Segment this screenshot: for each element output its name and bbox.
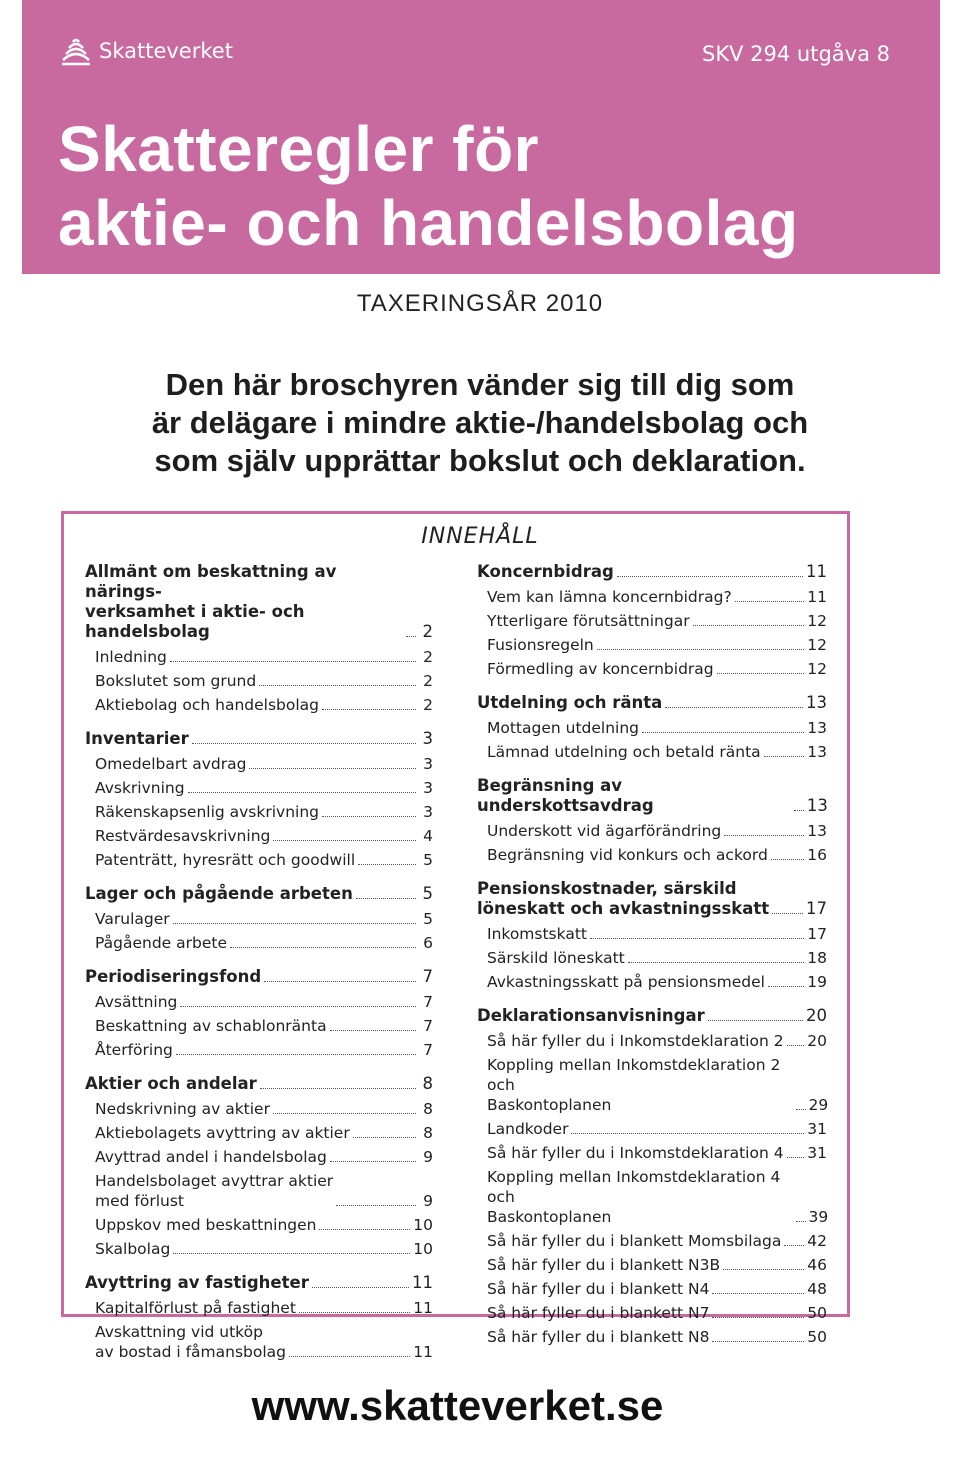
title-line-2: aktie- och handelsbolag <box>58 187 799 259</box>
toc-entry-label: Begränsning vid konkurs och ackord <box>487 846 768 864</box>
toc-page-number: 13 <box>806 796 828 815</box>
toc-section <box>477 562 827 679</box>
toc-dot-leader <box>170 661 416 662</box>
toc-dot-leader <box>597 649 805 650</box>
toc-entry[interactable] <box>85 992 433 1012</box>
toc-section <box>477 879 827 992</box>
toc-entry[interactable] <box>85 1298 433 1318</box>
toc-entry-label: Avskrivning <box>95 779 185 797</box>
toc-page-number: 8 <box>422 1074 433 1093</box>
toc-page-number: 8 <box>423 1100 433 1118</box>
page-title <box>58 112 799 260</box>
toc-dot-leader <box>735 601 805 602</box>
toc-entry-label: Avyttring av fastigheter <box>85 1273 309 1292</box>
title-line-1: Skatteregler för <box>58 113 540 185</box>
toc-dot-leader <box>768 986 804 987</box>
toc-entry[interactable] <box>477 742 827 762</box>
toc-entry[interactable] <box>477 1143 827 1163</box>
toc-entry-label: Koppling mellan Inkomstdeklaration 4 och Baskontoplanen <box>487 1168 781 1226</box>
toc-entry-label: Underskott vid ägarförändring <box>487 822 722 840</box>
toc-section <box>85 729 433 870</box>
toc-entry-label: Så här fyller du i Inkomstdeklaration 4 <box>487 1144 784 1162</box>
toc-page-number: 6 <box>423 934 433 952</box>
toc-page-number: 7 <box>423 993 433 1011</box>
toc-page-number: 20 <box>807 1032 827 1050</box>
toc-entry[interactable] <box>477 948 827 968</box>
toc-page-number: 29 <box>808 1096 829 1114</box>
toc-entry[interactable] <box>85 1239 433 1259</box>
toc-entry-label: Patenträtt, hyresrätt och goodwill <box>95 851 356 869</box>
toc-entry-label: Omedelbart avdrag <box>95 755 247 773</box>
toc-dot-leader <box>273 840 416 841</box>
toc-dot-leader <box>322 816 416 817</box>
toc-entry-label: Så här fyller du i blankett N7 <box>487 1304 710 1322</box>
toc-entry[interactable] <box>85 802 433 822</box>
toc-dot-leader <box>330 1161 416 1162</box>
toc-dot-leader <box>173 1253 410 1254</box>
toc-page-number: 11 <box>807 588 827 606</box>
lead-line-1: Den här broschyren vänder sig till dig som <box>165 367 795 402</box>
toc-dot-leader <box>787 1157 805 1158</box>
toc-page-number: 11 <box>412 1273 433 1292</box>
toc-dot-leader <box>571 1133 804 1134</box>
toc-page-number: 10 <box>413 1216 433 1234</box>
toc-heading-entry[interactable] <box>85 729 433 749</box>
toc-dot-leader <box>259 685 416 686</box>
toc-entry[interactable] <box>477 1055 827 1115</box>
toc-entry-label: Avkastningsskatt på pensionsmedel <box>487 973 765 991</box>
toc-entry-label: Mottagen utdelning <box>487 719 640 737</box>
toc-dot-leader <box>617 576 803 577</box>
toc-page-number: 5 <box>423 910 433 928</box>
toc-page-number: 2 <box>422 622 433 641</box>
toc-entry[interactable] <box>85 1040 433 1060</box>
toc-entry-label: Restvärdesavskrivning <box>95 827 271 845</box>
toc-entry[interactable] <box>477 659 827 679</box>
toc-dot-leader <box>312 1287 409 1288</box>
toc-page-number: 12 <box>807 612 827 630</box>
toc-entry[interactable] <box>477 611 827 631</box>
toc-dot-leader <box>693 625 805 626</box>
header-banner <box>22 0 940 274</box>
toc-page-number: 17 <box>807 925 827 943</box>
toc-page-number: 10 <box>413 1240 433 1258</box>
toc-entry[interactable] <box>477 1255 827 1275</box>
toc-heading-entry[interactable] <box>477 693 827 713</box>
toc-dot-leader <box>260 1088 416 1089</box>
toc-page-number: 46 <box>807 1256 827 1274</box>
toc-entry[interactable] <box>477 1119 827 1139</box>
toc-entry-label: Skalbolag <box>95 1240 171 1258</box>
toc-entry[interactable] <box>477 1327 827 1347</box>
toc-dot-leader <box>230 947 416 948</box>
toc-dot-leader <box>188 792 416 793</box>
toc-dot-leader <box>249 768 416 769</box>
toc-page-number: 3 <box>423 779 433 797</box>
toc-entry[interactable] <box>477 1303 827 1323</box>
toc-entry-label: Aktiebolagets avyttring av aktier <box>95 1124 350 1142</box>
toc-entry[interactable] <box>85 671 433 691</box>
toc-page-number: 19 <box>807 973 827 991</box>
toc-entry-label: Beskattning av schablonränta <box>95 1017 327 1035</box>
toc-dot-leader <box>590 938 804 939</box>
toc-heading-entry[interactable] <box>477 776 827 816</box>
toc-dot-leader <box>665 707 803 708</box>
toc-entry-label: Lager och pågående arbeten <box>85 884 353 903</box>
toc-section <box>85 1273 433 1362</box>
toc-entry-label: Så här fyller du i blankett N3B <box>487 1256 721 1274</box>
toc-entry-label: Varulager <box>95 910 170 928</box>
toc-entry-label: Utdelning och ränta <box>477 693 663 712</box>
toc-entry-label: Avsättning <box>95 993 178 1011</box>
toc-page-number: 2 <box>423 672 433 690</box>
toc-dot-leader <box>299 1312 410 1313</box>
toc-entry-label: Så här fyller du i blankett Momsbilaga <box>487 1232 782 1250</box>
toc-entry[interactable] <box>85 933 433 953</box>
toc-entry[interactable] <box>477 972 827 992</box>
toc-entry[interactable] <box>477 821 827 841</box>
toc-entry[interactable] <box>85 647 433 667</box>
toc-section <box>85 967 433 1060</box>
toc-entry[interactable] <box>85 1322 433 1362</box>
toc-page-number: 7 <box>423 1017 433 1035</box>
toc-page-number: 20 <box>806 1006 827 1025</box>
toc-page-number: 3 <box>423 803 433 821</box>
toc-entry[interactable] <box>85 1016 433 1036</box>
toc-page-number: 18 <box>807 949 827 967</box>
toc-page-number: 4 <box>423 827 433 845</box>
toc-entry-label: Inkomstskatt <box>487 925 587 943</box>
lead-line-3: som själv upprättar bokslut och deklaration. <box>154 443 806 478</box>
toc-left-column <box>85 562 433 1376</box>
toc-right-column <box>477 562 827 1361</box>
toc-heading-entry[interactable] <box>85 1074 433 1094</box>
toc-entry-label: Kapitalförlust på fastighet <box>95 1299 296 1317</box>
toc-dot-leader <box>406 636 416 637</box>
toc-dot-leader <box>642 732 804 733</box>
toc-dot-leader <box>356 898 416 899</box>
toc-page-number: 9 <box>423 1148 433 1166</box>
toc-dot-leader <box>796 1109 806 1110</box>
toc-dot-leader <box>289 1356 410 1357</box>
toc-entry[interactable] <box>85 1099 433 1119</box>
toc-page-number: 13 <box>807 822 827 840</box>
toc-dot-leader <box>764 756 805 757</box>
toc-dot-leader <box>358 864 416 865</box>
toc-entry-label: Så här fyller du i blankett N4 <box>487 1280 710 1298</box>
toc-entry[interactable] <box>85 778 433 798</box>
toc-entry-label: Koncernbidrag <box>477 562 614 581</box>
toc-dot-leader <box>712 1293 804 1294</box>
toc-dot-leader <box>784 1245 804 1246</box>
toc-entry[interactable] <box>477 635 827 655</box>
toc-page-number: 39 <box>808 1208 829 1226</box>
toc-section <box>477 693 827 762</box>
toc-page-number: 42 <box>807 1232 827 1250</box>
toc-page-number: 7 <box>423 1041 433 1059</box>
toc-dot-leader <box>180 1006 416 1007</box>
toc-dot-leader <box>787 1045 805 1046</box>
toc-page-number: 31 <box>807 1144 827 1162</box>
toc-entry[interactable] <box>85 1171 433 1211</box>
toc-dot-leader <box>176 1054 416 1055</box>
toc-dot-leader <box>712 1317 804 1318</box>
toc-entry-label: Inledning <box>95 648 167 666</box>
tax-year: TAXERINGSÅR 2010 <box>356 290 604 317</box>
toc-page-number: 50 <box>807 1328 827 1346</box>
toc-dot-leader <box>724 835 804 836</box>
toc-page-number: 3 <box>423 755 433 773</box>
toc-entry[interactable] <box>85 754 433 774</box>
toc-page-number: 2 <box>423 648 433 666</box>
toc-page-number: 8 <box>423 1124 433 1142</box>
toc-entry-label: Avyttrad andel i handelsbolag <box>95 1148 327 1166</box>
toc-page-number: 5 <box>423 851 433 869</box>
toc-dot-leader <box>330 1030 416 1031</box>
toc-page-number: 13 <box>807 719 827 737</box>
toc-heading-entry[interactable] <box>85 1273 433 1293</box>
toc-entry[interactable] <box>477 1167 827 1227</box>
toc-entry-label: Lämnad utdelning och betald ränta <box>487 743 761 761</box>
toc-entry[interactable] <box>477 718 827 738</box>
toc-dot-leader <box>353 1137 416 1138</box>
toc-entry[interactable] <box>477 1031 827 1051</box>
toc-section <box>85 562 433 715</box>
toc-entry-label: Så här fyller du i Inkomstdeklaration 2 <box>487 1032 784 1050</box>
toc-heading-entry[interactable] <box>85 967 433 987</box>
toc-entry-label: Deklarationsanvisningar <box>477 1006 705 1025</box>
toc-entry-label: Bokslutet som grund <box>95 672 257 690</box>
toc-entry-label: Fusionsregeln <box>487 636 594 654</box>
toc-entry-label: Pensionskostnader, särskild löneskatt och avkastningsskatt <box>477 879 770 918</box>
toc-entry[interactable] <box>477 1279 827 1299</box>
toc-heading-entry[interactable] <box>477 879 827 919</box>
toc-page-number: 7 <box>422 967 433 986</box>
toc-section <box>85 1074 433 1259</box>
toc-entry-label: Landkoder <box>487 1120 569 1138</box>
toc-page-number: 12 <box>807 660 827 678</box>
brand-name: Skatteverket <box>99 39 233 63</box>
toc-page-number: 17 <box>806 899 827 918</box>
toc-entry-label: Räkenskapsenlig avskrivning <box>95 803 320 821</box>
toc-entry-label: Begränsning av underskottsavdrag <box>477 776 654 815</box>
toc-entry[interactable] <box>85 1147 433 1167</box>
brand-logo <box>59 34 233 68</box>
toc-dot-leader <box>322 709 416 710</box>
toc-entry[interactable] <box>85 695 433 715</box>
toc-dot-leader <box>336 1205 416 1206</box>
toc-page-number: 9 <box>423 1192 433 1210</box>
lead-line-2: är delägare i mindre aktie-/handelsbolag och <box>151 405 809 440</box>
toc-entry[interactable] <box>477 1231 827 1251</box>
toc-dot-leader <box>794 810 804 811</box>
toc-heading-entry[interactable] <box>85 884 433 904</box>
toc-section <box>85 884 433 953</box>
toc-dot-leader <box>173 923 416 924</box>
toc-dot-leader <box>771 859 804 860</box>
toc-heading-entry[interactable] <box>477 562 827 582</box>
toc-dot-leader <box>319 1229 410 1230</box>
toc-page-number: 13 <box>806 693 827 712</box>
toc-heading-entry[interactable] <box>85 562 433 642</box>
toc-title: INNEHÅLL <box>421 524 539 549</box>
toc-dot-leader <box>192 743 416 744</box>
toc-entry[interactable] <box>85 826 433 846</box>
toc-page-number: 16 <box>807 846 827 864</box>
toc-page-number: 50 <box>807 1304 827 1322</box>
toc-page-number: 31 <box>807 1120 827 1138</box>
toc-entry-label: Inventarier <box>85 729 189 748</box>
toc-entry-label: Avskattning vid utköp av bostad i fåmansbolag <box>95 1323 286 1361</box>
toc-entry-label: Uppskov med beskattningen <box>95 1216 317 1234</box>
toc-page-number: 5 <box>422 884 433 903</box>
toc-dot-leader <box>628 962 805 963</box>
toc-entry-label: Vem kan lämna koncernbidrag? <box>487 588 732 606</box>
toc-entry-label: Pågående arbete <box>95 934 228 952</box>
toc-entry[interactable] <box>477 845 827 865</box>
toc-entry-label: Periodiseringsfond <box>85 967 262 986</box>
toc-dot-leader <box>723 1269 804 1270</box>
toc-entry-label: Aktier och andelar <box>85 1074 257 1093</box>
toc-entry-label: Nedskrivning av aktier <box>95 1100 270 1118</box>
toc-page-number: 11 <box>413 1343 433 1361</box>
toc-entry-label: Förmedling av koncernbidrag <box>487 660 714 678</box>
document-id: SKV 294 utgåva 8 <box>702 42 890 66</box>
toc-entry-label: Ytterligare förutsättningar <box>487 612 690 630</box>
toc-dot-leader <box>796 1221 806 1222</box>
toc-dot-leader <box>772 913 803 914</box>
toc-dot-leader <box>717 673 805 674</box>
toc-dot-leader <box>273 1113 416 1114</box>
toc-entry-label: Handelsbolaget avyttrar aktier med förlust <box>95 1172 334 1210</box>
toc-heading-entry[interactable] <box>477 1006 827 1026</box>
lead-text <box>0 366 960 480</box>
toc-entry[interactable] <box>85 1215 433 1235</box>
toc-entry-label: Aktiebolag och handelsbolag <box>95 696 320 714</box>
toc-page-number: 3 <box>422 729 433 748</box>
crown-logo-icon <box>59 34 93 68</box>
toc-entry-label: Så här fyller du i blankett N8 <box>487 1328 710 1346</box>
toc-entry[interactable] <box>85 1123 433 1143</box>
toc-entry-label: Koppling mellan Inkomstdeklaration 2 och Baskontoplanen <box>487 1056 781 1114</box>
toc-page-number: 48 <box>807 1280 827 1298</box>
toc-entry-label: Återföring <box>95 1041 173 1059</box>
toc-page-number: 2 <box>423 696 433 714</box>
toc-section <box>477 1006 827 1347</box>
toc-page-number: 13 <box>807 743 827 761</box>
toc-entry[interactable] <box>85 909 433 929</box>
toc-entry-label: Särskild löneskatt <box>487 949 625 967</box>
toc-entry[interactable] <box>477 924 827 944</box>
toc-entry[interactable] <box>85 850 433 870</box>
toc-entry[interactable] <box>477 587 827 607</box>
toc-page-number: 12 <box>807 636 827 654</box>
toc-dot-leader <box>712 1341 804 1342</box>
toc-section <box>477 776 827 865</box>
toc-dot-leader <box>264 981 416 982</box>
toc-entry-label: Allmänt om beskattning av närings- verksamhet i aktie- och handelsbolag <box>85 562 337 641</box>
toc-dot-leader <box>708 1020 803 1021</box>
toc-page-number: 11 <box>806 562 827 581</box>
website-url[interactable]: www.skatteverket.se <box>251 1382 664 1429</box>
toc-page-number: 11 <box>413 1299 433 1317</box>
